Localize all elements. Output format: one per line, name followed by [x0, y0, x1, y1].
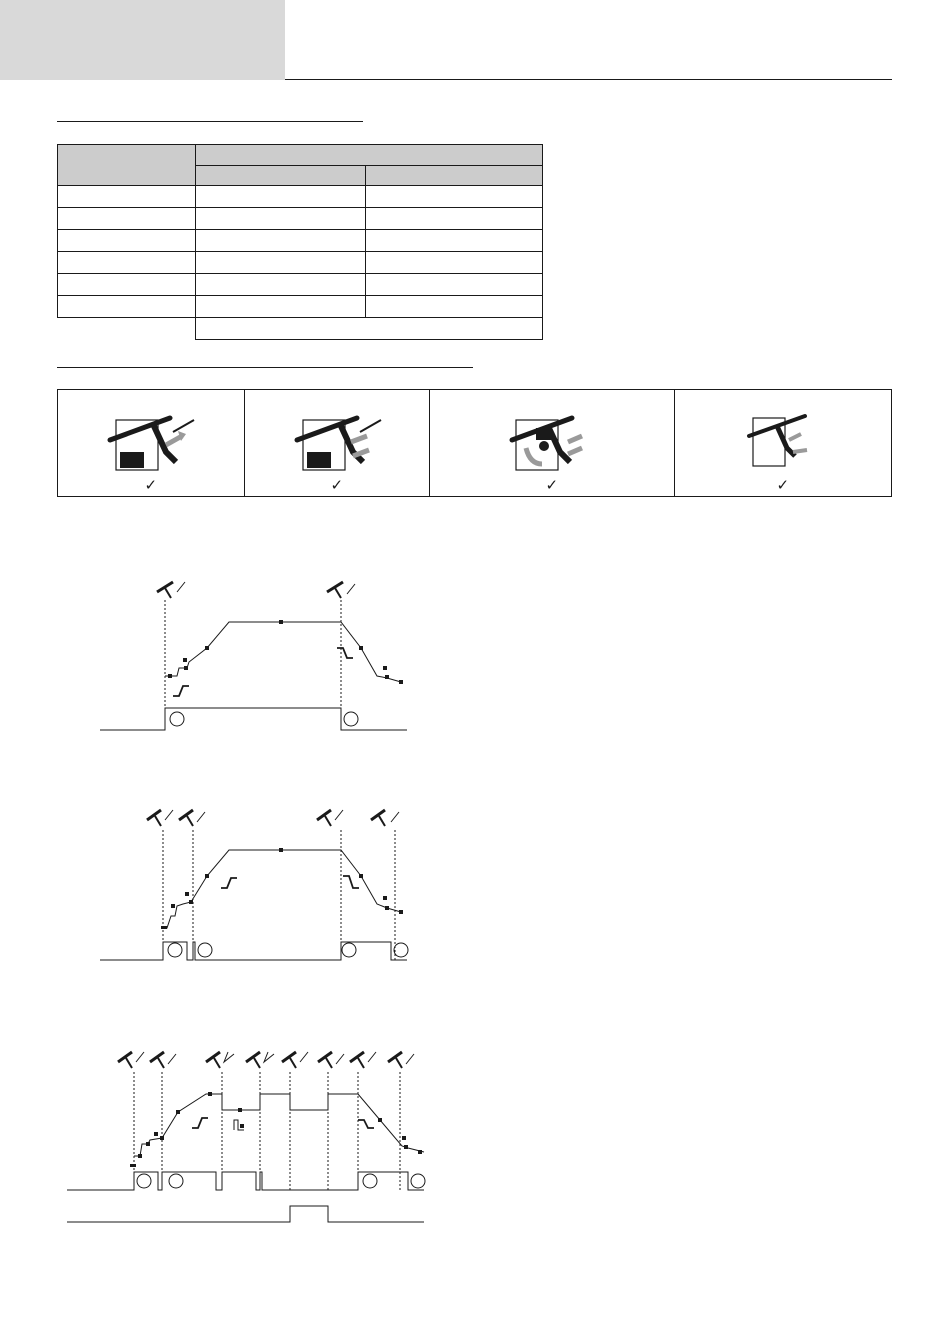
check-icon: ✓: [330, 476, 344, 494]
position-cell-flat: [58, 390, 245, 496]
torch-release-icon: [150, 1052, 176, 1068]
torch-release-icon: [179, 810, 205, 826]
position-cell-vertical-overhead: [430, 390, 674, 496]
torch-release-icon: [327, 582, 355, 598]
table-subheader: [196, 166, 366, 186]
table-subheader: [366, 166, 543, 186]
welding-positions-panel: [57, 389, 892, 497]
header-rule: [285, 79, 892, 80]
torch-press-icon: [317, 810, 343, 826]
4-stroke-sequence-diagram: [95, 800, 415, 970]
spec-table: [57, 144, 543, 340]
special-4-stroke-sequence-diagram: [62, 1040, 432, 1230]
table-row: [58, 274, 543, 296]
section-rule-table: [57, 121, 363, 122]
table-row: [58, 296, 543, 318]
torch-tap-icon: [206, 1052, 234, 1068]
table-row: [58, 252, 543, 274]
torch-release-icon: [388, 1052, 414, 1068]
torch-tap-icon: [246, 1052, 274, 1068]
2-stroke-sequence-diagram: [95, 570, 415, 740]
torch-press-icon: [147, 810, 173, 826]
table-row: [58, 208, 543, 230]
table-row: [58, 186, 543, 208]
torch-release-icon: [318, 1052, 344, 1068]
table-header-first: [58, 145, 196, 186]
check-icon: ✓: [776, 476, 790, 494]
check-icon: ✓: [545, 476, 559, 494]
position-cell-horizontal: [245, 390, 431, 496]
torch-press-icon: [118, 1052, 144, 1068]
torch-press-icon: [157, 582, 185, 598]
torch-press-icon: [282, 1052, 308, 1068]
torch-press-icon: [350, 1052, 376, 1068]
table-footer-row: [58, 318, 543, 340]
section-rule-positions: [57, 367, 473, 368]
torch-release-icon: [371, 810, 399, 826]
header-grey-box: [0, 0, 285, 80]
check-icon: ✓: [144, 476, 158, 494]
table-row: [58, 230, 543, 252]
table-header-group: [196, 145, 543, 166]
position-cell-pipe: [675, 390, 891, 496]
